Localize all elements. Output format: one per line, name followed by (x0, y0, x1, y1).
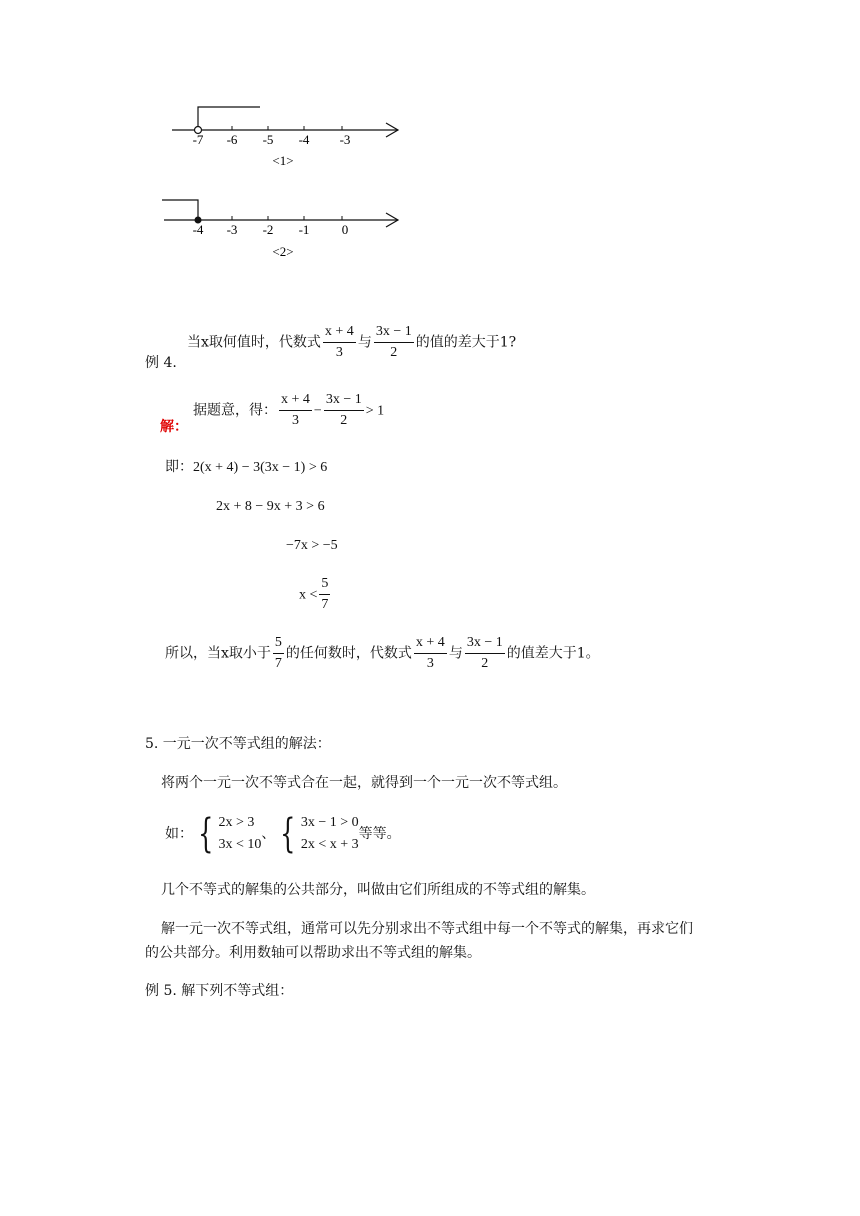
tick-label: -3 (339, 132, 351, 147)
paragraph: 几个不等式的解集的公共部分，叫做由它们所组成的不等式组的解集。 (161, 882, 595, 898)
number-line-1 (160, 100, 420, 180)
inequality-system-1: 2x > 3 3x < 10 (218, 815, 262, 852)
example5-heading: 例 5. 解下列不等式组： (145, 983, 294, 999)
fraction: $\frac{5}{7}$ (321, 576, 329, 612)
solution-step-1 (193, 391, 384, 430)
question-text: 与 (357, 334, 372, 351)
solution-step-3: 2x + 8 − 9x + 3 > 6 (216, 499, 325, 514)
fraction: $\frac{x + 4}{3}$ (281, 392, 310, 428)
paragraph-line: 的公共部分。利用数轴可以帮助求出不等式组的解集。 (145, 945, 481, 961)
tick-label: -3 (226, 222, 238, 237)
solution-step-4: −7x > −5 (286, 538, 338, 553)
brace: { (198, 811, 214, 857)
fraction: $\frac{x + 4}{3}$ (415, 635, 445, 671)
example-suffix: 等等。 (358, 826, 401, 842)
example-prefix: 如： (165, 826, 193, 842)
example4-label: 例 4. (145, 355, 177, 371)
question-text: 的值的差大于1? (415, 334, 517, 351)
tick-label: -4 (298, 132, 310, 147)
tick-label: -5 (262, 132, 274, 147)
step-prefix: 即： (165, 459, 193, 475)
solution-label: 解： (160, 419, 188, 435)
tick-label: -2 (262, 222, 274, 237)
tick-label: -1 (298, 222, 310, 237)
fraction: $\frac{3x - 1}{2}$ (375, 324, 412, 360)
solution-ray (162, 200, 198, 220)
step-lhs: x < (299, 587, 318, 603)
fraction: $\frac{x + 4}{3}$ (324, 324, 354, 360)
conclusion-text: 与 (448, 645, 463, 662)
solution-step-5 (299, 575, 332, 614)
inequality-rhs: > 1 (365, 403, 385, 419)
number-line-2 (160, 190, 420, 270)
tick-label: 0 (341, 222, 349, 237)
tick-label: -6 (226, 132, 238, 147)
caption: <2> (272, 244, 294, 259)
example4-question (187, 323, 516, 362)
step-text: 据题意，得： (193, 402, 277, 419)
conclusion-text: 的值差大于1。 (506, 645, 600, 662)
section-heading: 5. 一元一次不等式组的解法： (145, 736, 331, 752)
brace: { (280, 811, 296, 857)
inequality-system-2: 3x − 1 > 0 2x < x + 3 (300, 815, 359, 852)
solution-step-2 (165, 456, 327, 476)
operator: − (313, 403, 322, 419)
fraction: $\frac{5}{7}$ (274, 635, 282, 671)
conclusion-text: 所以，当x取小于 (165, 645, 271, 662)
tick-label: -7 (192, 132, 204, 147)
tick-label: -4 (192, 222, 204, 237)
inequality-systems-example (165, 812, 401, 856)
conclusion-text: 的任何数时，代数式 (285, 645, 412, 662)
paragraph: 将两个一元一次不等式合在一起，就得到一个一元一次不等式组。 (161, 775, 567, 791)
paragraph-line: 解一元一次不等式组，通常可以先分别求出不等式组中每一个不等式的解集，再求它们 (161, 921, 693, 937)
fraction: $\frac{3x - 1}{2}$ (325, 392, 362, 428)
caption: <1> (272, 153, 294, 168)
step-expression: 2(x + 4) − 3(3x − 1) > 6 (193, 460, 328, 475)
separator: 、 (261, 826, 276, 842)
fraction: $\frac{3x - 1}{2}$ (466, 635, 503, 671)
question-text: 当x取何值时，代数式 (187, 334, 321, 351)
conclusion (165, 634, 600, 673)
solution-ray (198, 107, 260, 130)
